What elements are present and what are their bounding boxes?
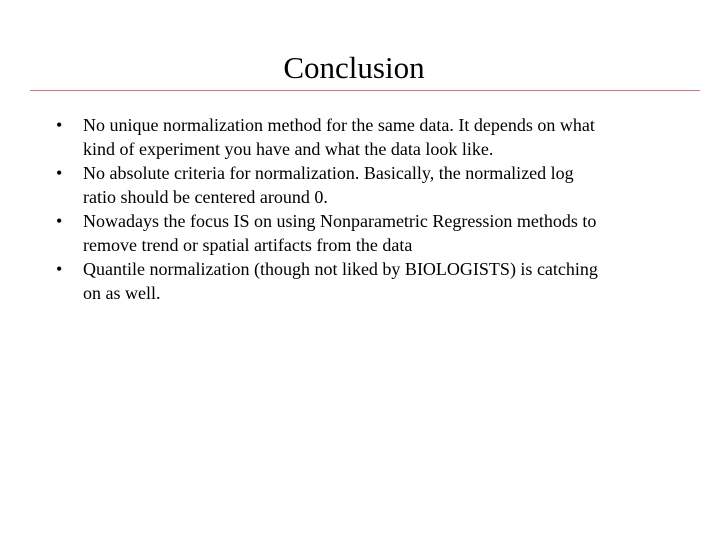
bullet-text-line: No absolute criteria for normalization. Basically, the normalized log: [83, 163, 574, 183]
bullet-text-line: No unique normalization method for the same data. It depends on what: [83, 115, 595, 135]
bullet-text-line: ratio should be centered around 0.: [83, 187, 328, 207]
bullet-item: [0, 257, 690, 305]
bullet-marker: •: [56, 259, 63, 279]
bullet-item: [0, 209, 690, 257]
bullet-text-line: kind of experiment you have and what the data look like.: [83, 139, 494, 159]
title-divider: [30, 90, 700, 91]
bullet-text-line: Quantile normalization (though not liked by BIOLOGISTS) is catching: [83, 259, 598, 279]
bullet-text-line: Nowadays the focus IS on using Nonparametric Regression methods to: [83, 211, 597, 231]
bullet-text-line: on as well.: [83, 283, 161, 303]
bullet-marker: •: [56, 115, 63, 135]
bullet-text-line: remove trend or spatial artifacts from the data: [83, 235, 413, 255]
bullet-marker: •: [56, 163, 63, 183]
slide-title: Conclusion: [283, 50, 425, 85]
bullet-marker: •: [56, 211, 63, 231]
bullet-item: [0, 161, 690, 209]
bullet-item: [0, 113, 690, 161]
bullet-list: [0, 113, 690, 305]
